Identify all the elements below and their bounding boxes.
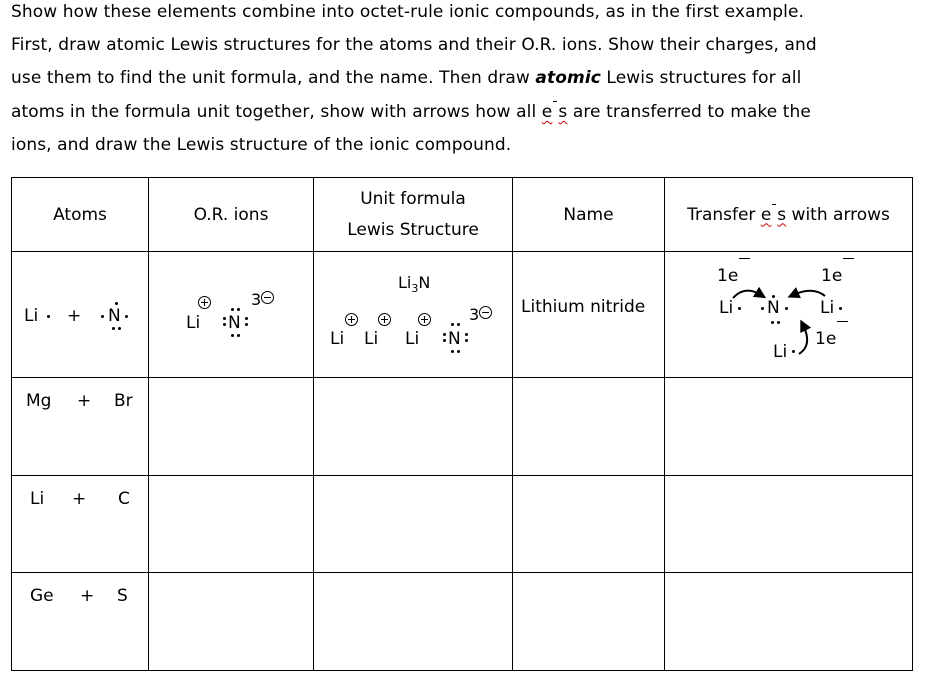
header-or-ions: O.R. ions — [149, 178, 314, 252]
lewis-li-2: Li — [364, 328, 379, 349]
electron-dot — [237, 334, 240, 337]
example-name-cell — [513, 252, 665, 378]
header-transfer-text: with arrows — [786, 204, 890, 225]
plus-sign: + — [77, 390, 92, 411]
transfer-li-right: Li — [820, 297, 835, 318]
formula-subscript: 3 — [411, 281, 419, 295]
answer-cell-or-ions[interactable] — [149, 476, 314, 573]
answer-cell-unit-formula[interactable] — [314, 476, 513, 573]
atoms-cell — [12, 378, 149, 476]
table-row — [12, 476, 913, 573]
example-ions-cell — [149, 252, 314, 378]
anion-charge — [469, 305, 492, 324]
anion-charge-number: 3 — [469, 304, 480, 324]
atom-b: S — [117, 585, 128, 606]
electron-dot — [443, 339, 446, 342]
transfer-li-bottom: Li — [773, 341, 788, 362]
answer-cell-unit-formula[interactable] — [314, 573, 513, 671]
header-unit-formula-line2: Lewis Structure — [347, 220, 479, 240]
formula-n: N — [418, 272, 431, 292]
electron-s: s — [558, 102, 568, 122]
table-row — [12, 573, 913, 671]
lewis-n: N — [448, 328, 461, 349]
atom-a: Mg — [26, 390, 52, 411]
formula-li: Li — [398, 272, 412, 292]
negative-charge-icon — [261, 291, 274, 304]
instruction-text: are transferred to make the — [567, 102, 811, 122]
electron-s: s — [777, 204, 787, 225]
electron-symbol — [542, 102, 568, 122]
plus-sign: + — [72, 488, 87, 509]
electron-dot — [101, 315, 104, 318]
header-transfer-text: Transfer — [687, 204, 761, 225]
header-name: Name — [513, 178, 665, 252]
electron-label-text: 1e — [717, 265, 739, 286]
example-unit-formula-cell — [314, 252, 513, 378]
compound-name: Lithium nitride — [521, 296, 646, 317]
atom-n: N — [108, 305, 121, 326]
answer-cell-or-ions[interactable] — [149, 573, 314, 671]
electron-minus-bar — [552, 102, 558, 122]
electron-dot — [237, 308, 240, 311]
electron-dot — [47, 315, 50, 318]
header-transfer — [665, 178, 913, 252]
example-atoms-cell — [12, 252, 149, 378]
plus-sign: + — [67, 305, 82, 326]
electron-dot — [115, 302, 118, 305]
electron-dot — [465, 333, 468, 336]
answer-cell-transfer[interactable] — [665, 476, 913, 573]
lewis-li-3: Li — [405, 328, 420, 349]
atom-b: C — [118, 488, 130, 509]
electron-label-text: 1e — [821, 265, 843, 286]
positive-charge-icon — [345, 313, 358, 326]
positive-charge-icon — [378, 313, 391, 326]
electron-dot — [457, 323, 460, 326]
atom-a: Ge — [30, 585, 54, 606]
anion-charge — [251, 290, 274, 309]
electron-dot — [443, 333, 446, 336]
electron-dot — [465, 339, 468, 342]
header-row — [12, 178, 913, 252]
answer-cell-name[interactable] — [513, 378, 665, 476]
transfer-n: N — [767, 297, 780, 318]
worksheet-table — [11, 177, 913, 671]
electron-dot — [245, 323, 248, 326]
electron-symbol — [761, 205, 786, 225]
atoms-cell — [12, 476, 149, 573]
positive-charge-icon — [198, 296, 211, 309]
electron-dot — [231, 308, 234, 311]
atom-b: Br — [114, 390, 133, 411]
electron-label-text: 1e — [815, 328, 837, 349]
emphasis-atomic: atomic — [535, 68, 601, 88]
electron-dot — [125, 315, 128, 318]
electron-dot — [231, 334, 234, 337]
header-unit-formula-line1: Unit formula — [360, 189, 466, 209]
example-row — [12, 252, 913, 378]
electron-minus-bar — [771, 205, 777, 225]
electron-dot — [223, 317, 226, 320]
header-unit-formula — [314, 178, 513, 252]
electron-dot — [457, 350, 460, 353]
anion-charge-number: 3 — [251, 289, 262, 309]
lewis-li-1: Li — [330, 328, 345, 349]
atom-li: Li — [24, 305, 39, 326]
example-transfer-cell — [665, 252, 913, 378]
electron-dot — [245, 317, 248, 320]
instruction-line-1: Show how these elements combine into octet-rule ionic compounds, as in the first example. — [11, 2, 805, 22]
ion-li: Li — [186, 312, 201, 333]
ion-n: N — [228, 312, 241, 333]
plus-sign: + — [80, 585, 95, 606]
electron-dot — [112, 327, 115, 330]
answer-cell-transfer[interactable] — [665, 378, 913, 476]
transfer-arrows — [665, 253, 911, 377]
header-atoms: Atoms — [12, 178, 149, 252]
atom-a: Li — [30, 488, 45, 509]
electron-dot — [451, 323, 454, 326]
electron-e: e — [541, 102, 553, 122]
answer-cell-name[interactable] — [513, 573, 665, 671]
electron-dot — [223, 323, 226, 326]
transfer-li-left: Li — [719, 297, 734, 318]
answer-cell-transfer[interactable] — [665, 573, 913, 671]
electron-dot — [451, 350, 454, 353]
answer-cell-unit-formula[interactable] — [314, 378, 513, 476]
negative-charge-icon — [479, 306, 492, 319]
instruction-line-5: ions, and draw the Lewis structure of the ionic compound. — [11, 135, 512, 155]
atoms-cell — [12, 573, 149, 671]
instruction-line-4 — [11, 102, 811, 122]
electron-dot — [118, 327, 121, 330]
unit-formula — [398, 273, 430, 295]
instruction-text: use them to find the unit formula, and the name. Then draw — [11, 68, 536, 88]
positive-charge-icon — [418, 313, 431, 326]
electron-e: e — [760, 204, 772, 225]
instruction-line-3 — [11, 68, 801, 88]
answer-cell-name[interactable] — [513, 476, 665, 573]
instruction-line-2: First, draw atomic Lewis structures for the atoms and their O.R. ions. Show their charges, and — [11, 35, 817, 55]
instruction-text: Lewis structures for all — [600, 68, 802, 88]
instruction-text: atoms in the formula unit together, show with arrows how all — [11, 102, 542, 122]
answer-cell-or-ions[interactable] — [149, 378, 314, 476]
table-row — [12, 378, 913, 476]
